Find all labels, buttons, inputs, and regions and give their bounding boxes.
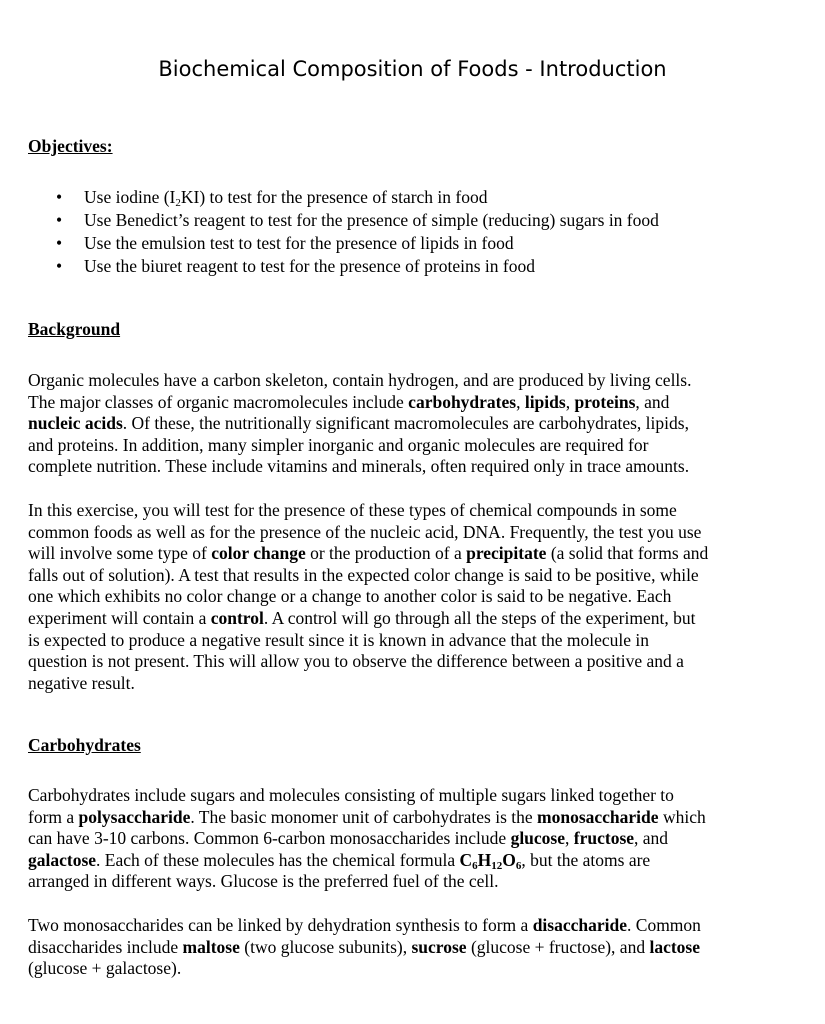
paragraph-line [28, 392, 768, 414]
objective-item-lipids: • Use the emulsion test to test for the presence of lipids in food [52, 232, 659, 255]
objectives-list [52, 186, 659, 278]
text-run: In this exercise, you will test for the presence of these types of chemical compounds in some [28, 500, 677, 520]
text-run: complete nutrition. These include vitamins and minerals, often required only in trace amounts. [28, 456, 690, 477]
text-run: Organic molecules have a carbon skeleton, contain hydrogen, and are produced by living cells. [28, 370, 692, 390]
paragraph-line [28, 915, 768, 937]
objective-item-proteins: • Use the biuret reagent to test for the presence of proteins in food [52, 255, 659, 278]
bold-term: disaccharide [532, 915, 628, 935]
carbohydrates-paragraph-1 [28, 785, 768, 893]
objective-item-sugars: • Use Benedict’s reagent to test for the presence of simple (reducing) sugars in food [52, 209, 659, 232]
paragraph-line [28, 608, 768, 630]
objective-item-starch [52, 186, 659, 209]
objectives-heading: Objectives: [28, 136, 113, 156]
bold-term: lipids [524, 391, 566, 412]
paragraph-line [28, 651, 768, 673]
paragraph-line [28, 850, 768, 872]
text-run: (two glucose subunits), [239, 936, 412, 957]
bold-term: lactose [649, 936, 700, 957]
carbohydrates-paragraph-2 [28, 915, 768, 980]
text-run: (glucose + fructose), and [466, 936, 650, 957]
paragraph-line [28, 543, 768, 565]
text-run: . Each of these molecules has the chemical formula [96, 849, 460, 870]
paragraph-line [28, 586, 768, 608]
bold-term: sucrose [411, 936, 467, 957]
text-run: Two monosaccharides can be linked by dehydration synthesis to form a [28, 915, 533, 935]
bold-term: C [459, 849, 473, 870]
paragraph-line [28, 435, 768, 457]
text-run: , but the atoms are [521, 849, 651, 870]
text-run: (glucose + galactose). [28, 958, 182, 979]
text-run: disaccharides include [28, 936, 183, 957]
bold-term: maltose [182, 936, 240, 957]
text-run: . Common [627, 915, 701, 935]
text-run: Carbohydrates include sugars and molecules consisting of multiple sugars linked together to [28, 785, 674, 805]
subscript: 12 [491, 859, 503, 872]
paragraph-line [28, 958, 768, 980]
paragraph-line [28, 500, 768, 522]
background-paragraph-2 [28, 500, 768, 694]
bold-term: control [210, 607, 264, 628]
bold-term: color change [211, 543, 306, 564]
paragraph-line [28, 673, 768, 695]
text-run: common foods as well as for the presence of the nucleic acid, DNA. Frequently, the test you use [28, 521, 702, 542]
paragraph-line [28, 522, 768, 544]
paragraph-line [28, 565, 768, 587]
bold-term: proteins [574, 391, 636, 412]
text-run: negative result. [28, 672, 135, 693]
text-run: , and [635, 391, 670, 412]
text-run: The major classes of organic macromolecules include [28, 391, 409, 412]
background-paragraph-1 [28, 370, 768, 478]
bold-term: carbohydrates [408, 391, 517, 412]
text-run: . A control will go through all the steps of the experiment, but [263, 607, 696, 628]
text-run: . The basic monomer unit of carbohydrates is the [190, 806, 538, 827]
bold-term: glucose [510, 828, 566, 849]
text-run: arranged in different ways. Glucose is the preferred fuel of the cell. [28, 871, 499, 892]
text-run: can have 3-10 carbons. Common 6-carbon monosaccharides include [28, 828, 511, 849]
text-run: (a solid that forms and [546, 543, 709, 564]
text-run: falls out of solution). A test that results in the expected color change is said to be positive, while [28, 564, 699, 585]
text-run: , [516, 391, 525, 412]
carbohydrates-heading: Carbohydrates [28, 735, 141, 755]
subscript: 2 [175, 197, 181, 209]
bold-term: fructose [573, 828, 635, 849]
text-run: , [565, 391, 575, 412]
text-run: experiment will contain a [28, 607, 211, 628]
text-run: form a [28, 806, 79, 827]
paragraph-line [28, 828, 768, 850]
bold-term: galactose [28, 849, 97, 870]
text-run: question is not present. This will allow you to observe the difference between a positive and a [28, 651, 684, 672]
text-run: will involve some type of [28, 543, 212, 564]
paragraph-line [28, 630, 768, 652]
objective-text: Use iodine (I [84, 187, 176, 207]
paragraph-line [28, 807, 768, 829]
text-run: and proteins. In addition, many simpler inorganic and organic molecules are required for [28, 434, 649, 455]
bold-term: nucleic acids [28, 413, 123, 434]
text-run: , and [634, 828, 669, 849]
paragraph-line [28, 370, 768, 392]
subscript: 6 [515, 859, 522, 872]
bold-term: polysaccharide [78, 806, 191, 827]
bold-term: O [502, 849, 516, 870]
text-run: , [565, 828, 574, 849]
background-heading: Background [28, 319, 121, 339]
paragraph-line [28, 937, 768, 959]
paragraph-line [28, 456, 768, 478]
paragraph-line [28, 871, 768, 893]
bold-term: H [477, 849, 492, 870]
page-title: Biochemical Composition of Foods - Introduction [158, 57, 667, 81]
paragraph-line [28, 413, 768, 435]
objective-text: KI) to test for the presence of starch in food [180, 187, 488, 207]
bold-term: monosaccharide [537, 806, 659, 827]
bold-term: precipitate [466, 543, 547, 564]
text-run: is expected to produce a negative result since it is known in advance that the molecule in [28, 629, 650, 650]
text-run: which [658, 806, 706, 827]
text-run: . Of these, the nutritionally significant macromolecules are carbohydrates, lipids, [122, 413, 689, 434]
text-run: one which exhibits no color change or a change to another color is said to be negative. Each [28, 586, 672, 607]
paragraph-line [28, 785, 768, 807]
subscript: 6 [472, 859, 478, 872]
text-run: or the production of a [305, 543, 467, 564]
